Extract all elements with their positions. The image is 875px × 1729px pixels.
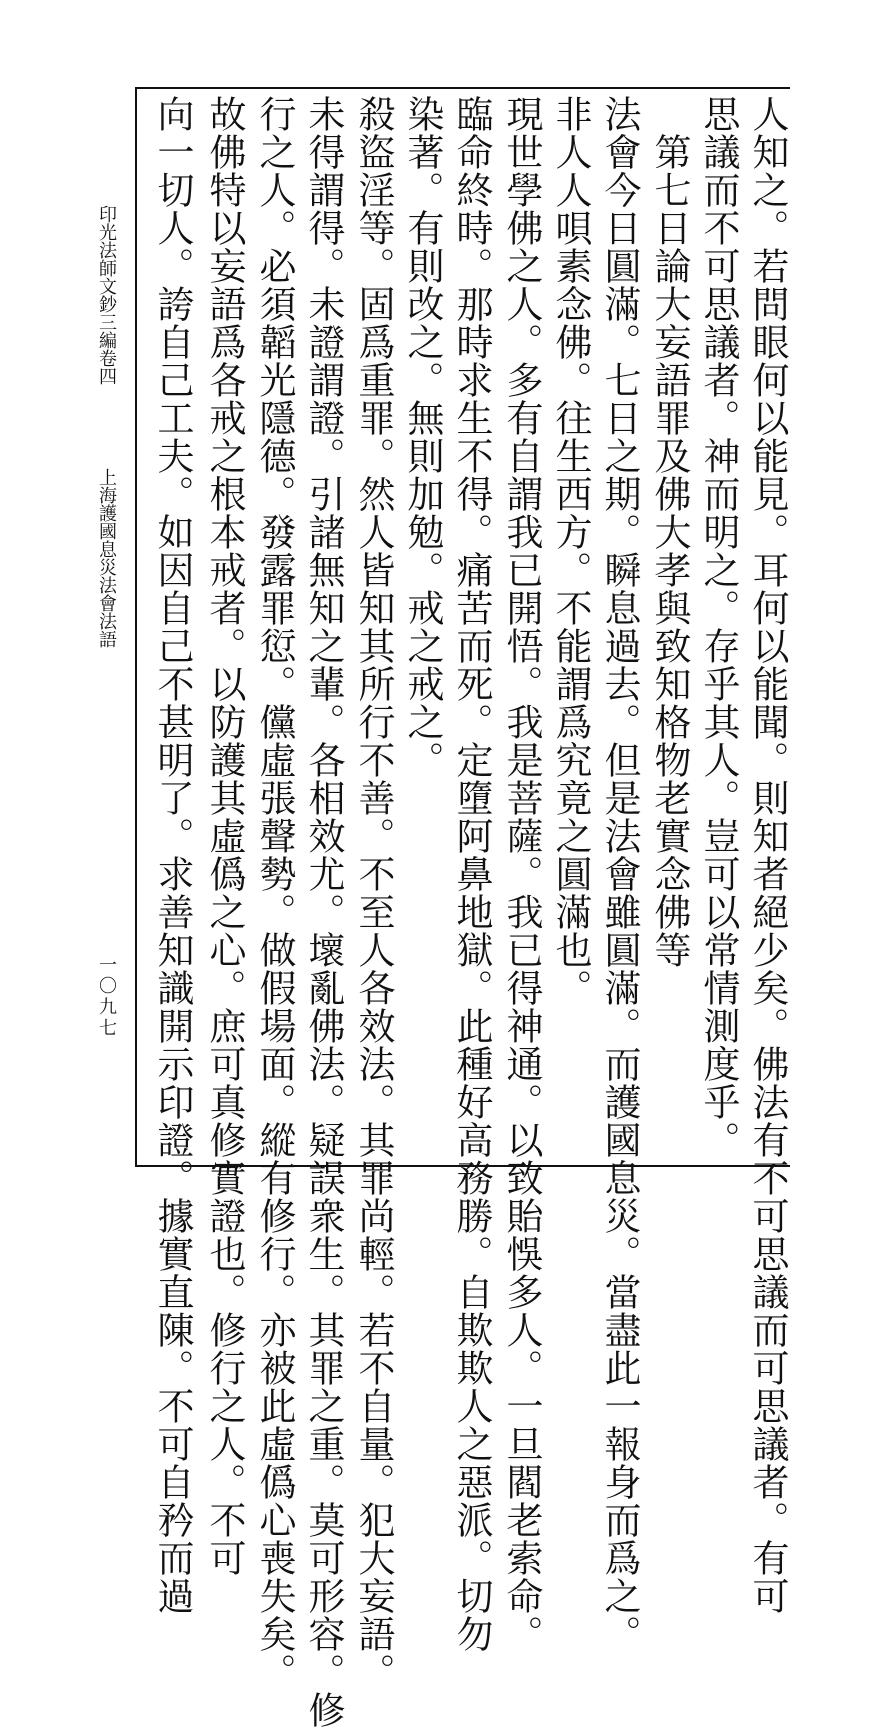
text-column-1: 人知之。若問眼何以能見。耳何以能聞。則知者絕少矣。佛法有不可思議而可思議者。有可 [746, 95, 789, 1615]
text-column-6: 現世學佛之人。多有自謂我已開悟。我是菩薩。我已得神通。以致貽悞多人。一旦閻老索命。 [500, 95, 543, 1653]
page-number: 一〇九七 [96, 955, 117, 1039]
text-column-5: 非人人唄素念佛。往生西方。不能謂爲究竟之圓滿也。 [549, 95, 592, 1007]
text-column-11: 行之人。必須韜光隱德。發露罪愆。儻虛張聲勢。做假場面。縱有修行。亦被此虛僞心喪失矣。 [253, 95, 296, 1691]
text-column-10: 未得謂得。未證謂證。引諸無知之輩。各相效尤。壞亂佛法。疑誤衆生。其罪之重。莫可形容。修 [302, 95, 345, 1729]
text-column-2: 思議而不可思議者。神而明之。存乎其人。豈可以常情測度乎。 [697, 95, 740, 1159]
text-column-13: 向一切人。誇自己工夫。如因自己不甚明了。求善知識開示印證。據實直陳。不可自矜而過 [151, 95, 194, 1615]
text-column-4: 法會今日圓滿。七日之期。瞬息過去。但是法會雖圓滿。而護國息災。當盡此一報身而爲之。 [598, 95, 641, 1653]
text-column-7: 臨命終時。那時求生不得。痛苦而死。定墮阿鼻地獄。此種好高務勝。自欺欺人之惡派。切勿 [450, 95, 493, 1653]
text-column-3: 第七日論大妄語罪及佛大孝與致知格物老實念佛等 [648, 95, 691, 969]
text-column-9: 殺盜淫等。固爲重罪。然人皆知其所行不善。不至人各效法。其罪尚輕。若不自量。犯大妄語。 [352, 95, 395, 1691]
book-title: 印光法師文鈔三編卷四 [96, 205, 117, 385]
text-column-12: 故佛特以妄語爲各戒之根本戒者。以防護其虛僞之心。庶可真修實證也。修行之人。不可 [203, 95, 246, 1577]
text-column-8: 染著。有則改之。無則加勉。戒之戒之。 [401, 95, 444, 779]
section-title: 上海護國息災法會法語 [96, 468, 117, 648]
